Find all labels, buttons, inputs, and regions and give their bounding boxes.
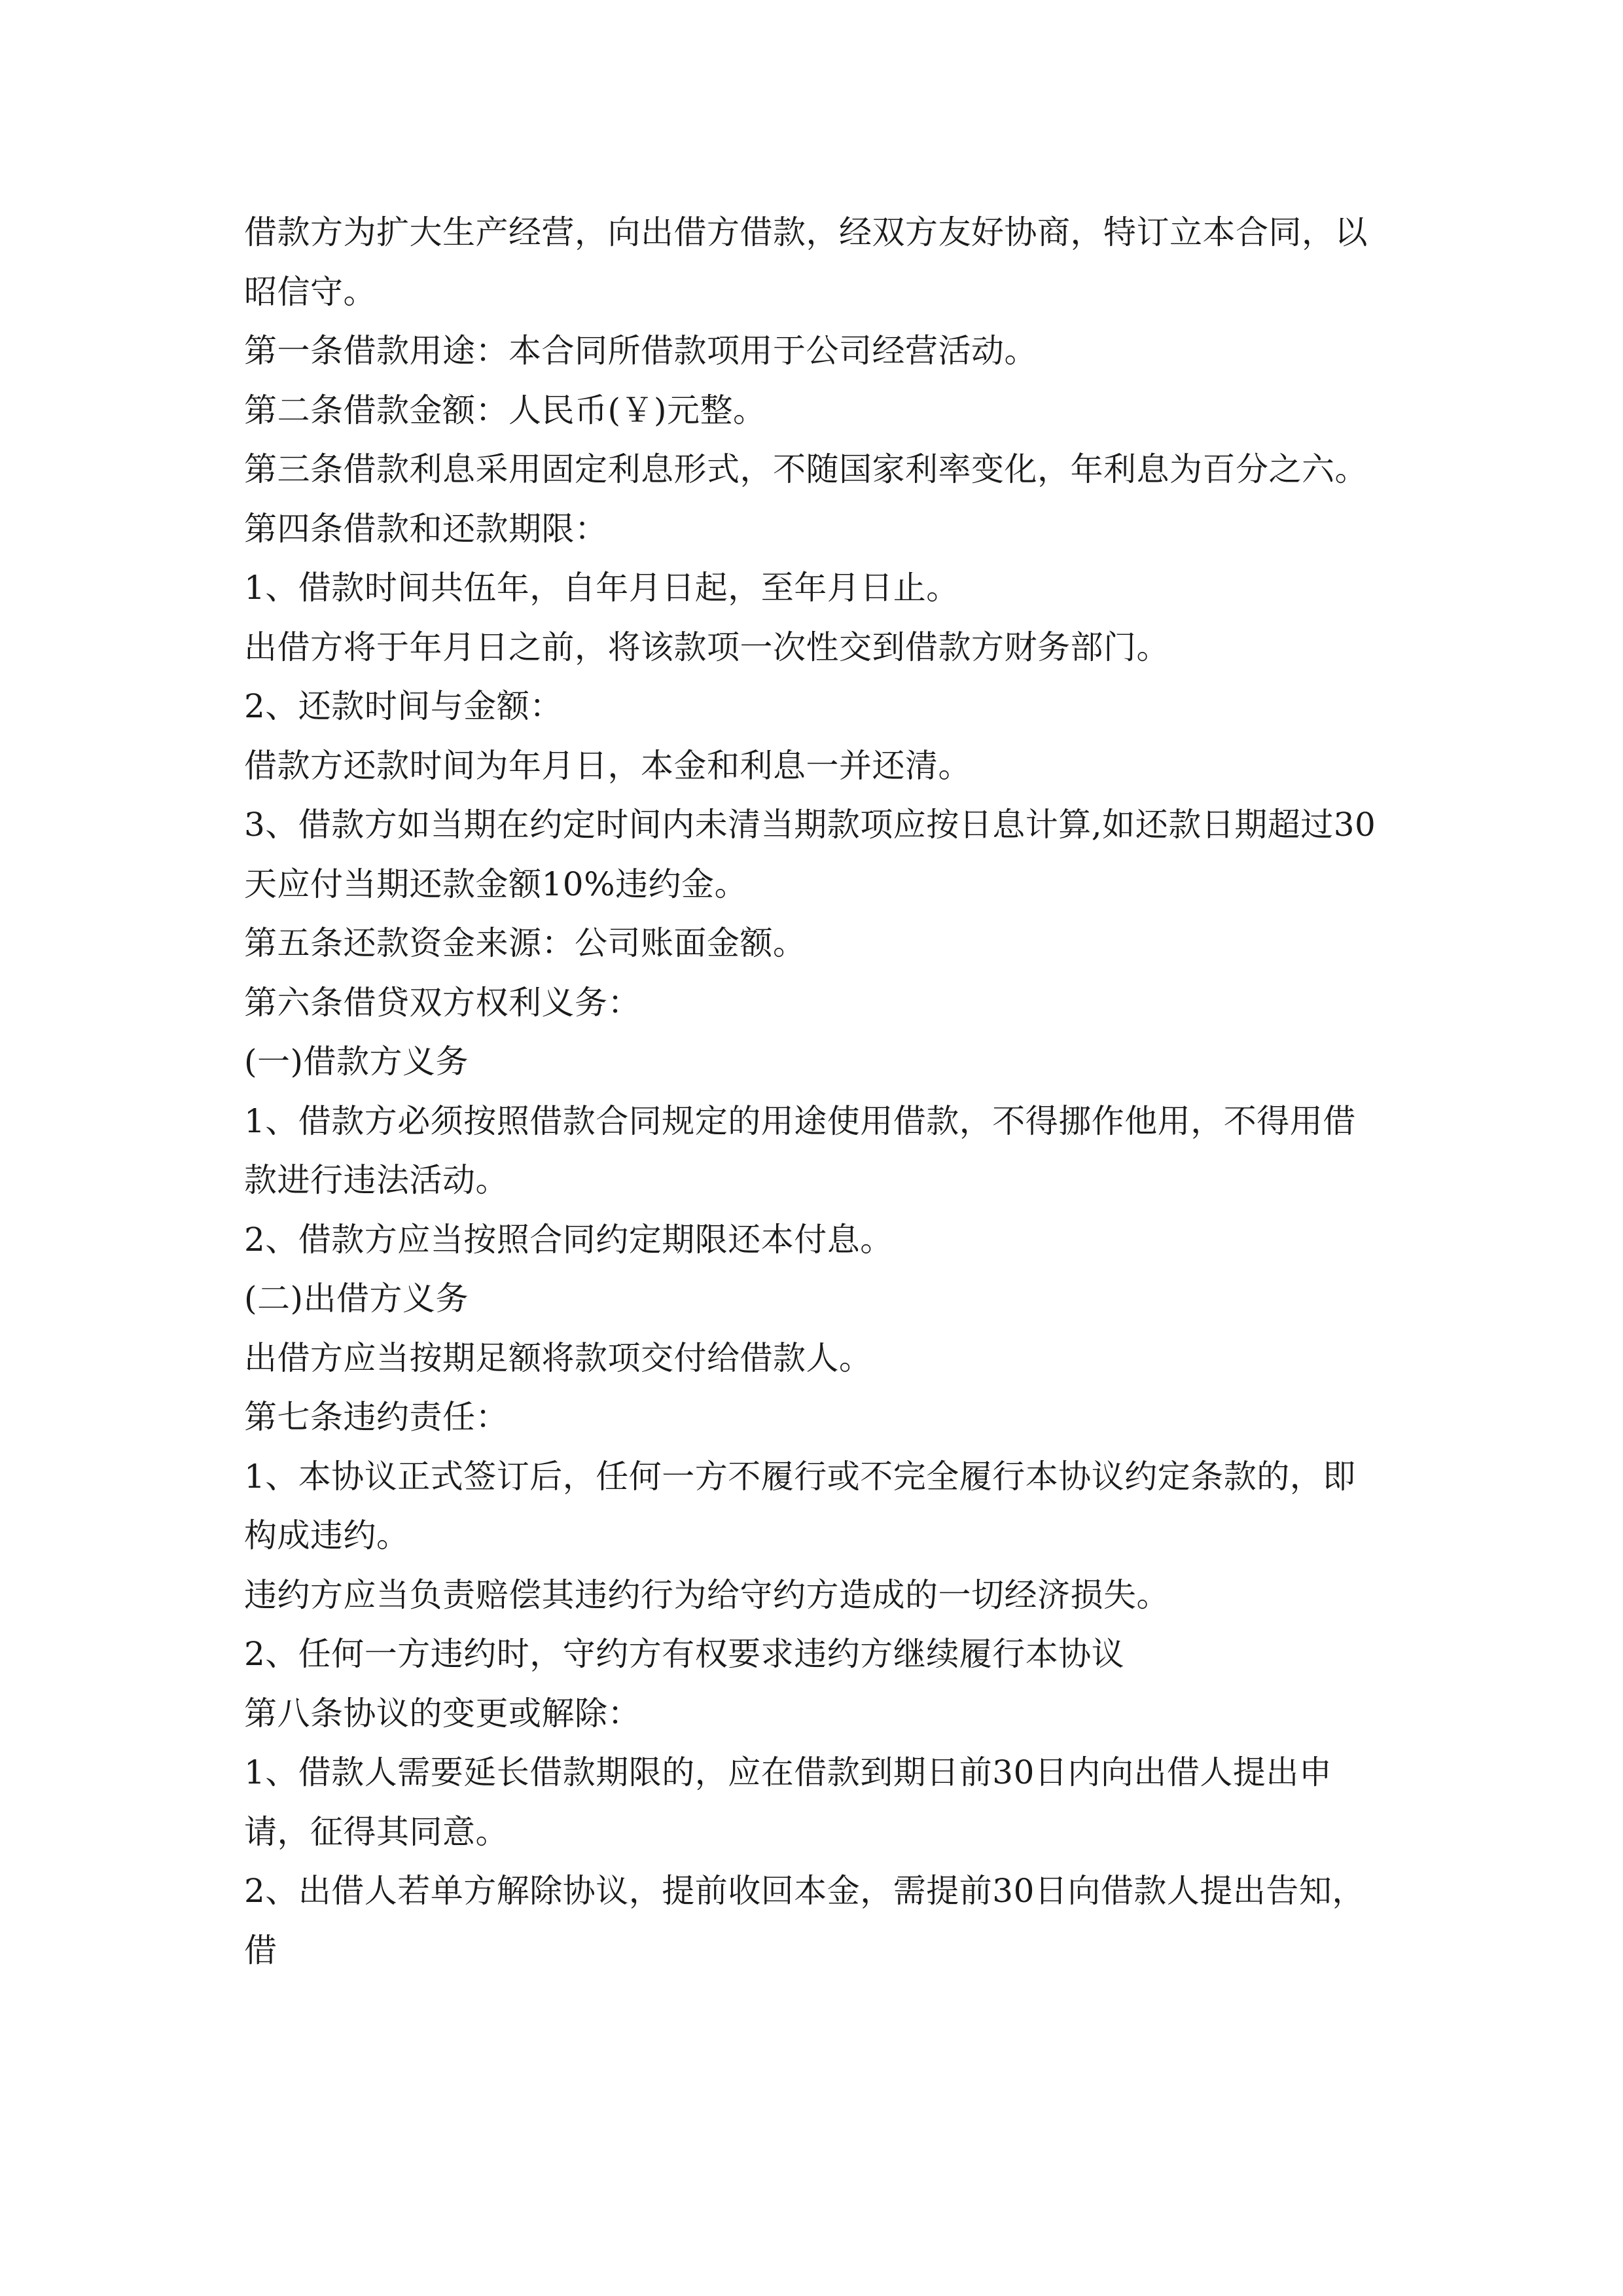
paragraph-article-8-item-1: 1、借款人需要延长借款期限的，应在借款到期日前30日内向出借人提出申请，征得其同意。: [244, 1753, 1332, 1851]
paragraph-article-4-repayment: 借款方还款时间为年月日，本金和利息一并还清。: [244, 746, 971, 785]
paragraph-article-6-heading: 第六条借贷双方权利义务：: [244, 983, 641, 1022]
paragraph-article-7-item-1: 1、本协议正式签订后，任何一方不履行或不完全履行本协议约定条款的，即构成违约。: [244, 1457, 1356, 1554]
paragraph-article-4-item-3: 3、借款方如当期在约定时间内未清当期款项应按日息计算,如还款日期超过30天应付当期还款金额10%违约金。: [244, 806, 1376, 903]
paragraph-article-7-compensation: 违约方应当负责赔偿其违约行为给守约方造成的一切经济损失。: [244, 1575, 1169, 1614]
paragraph-article-6-borrower-item-1: 1、借款方必须按照借款合同规定的用途使用借款，不得挪作他用，不得用借款进行违法活动。: [244, 1102, 1356, 1199]
paragraph-article-1: 第一条借款用途：本合同所借款项用于公司经营活动。: [244, 332, 1037, 370]
paragraph-article-2: 第二条借款金额：人民币(￥)元整。: [244, 391, 766, 429]
paragraph-article-6-lender-item: 出借方应当按期足额将款项交付给借款人。: [244, 1338, 872, 1377]
paragraph-article-7-item-2: 2、任何一方违约时，守约方有权要求违约方继续履行本协议: [244, 1635, 1125, 1673]
paragraph-article-7-heading: 第七条违约责任：: [244, 1398, 508, 1436]
paragraph-article-4-heading: 第四条借款和还款期限：: [244, 509, 608, 548]
paragraph-article-4-item-2: 2、还款时间与金额：: [244, 687, 563, 725]
paragraph-article-8-item-2: 2、出借人若单方解除协议，提前收回本金，需提前30日向借款人提出告知，借: [244, 1872, 1365, 1969]
paragraph-article-4-item-1: 1、借款时间共伍年，自年月日起，至年月日止。: [244, 569, 959, 607]
paragraph-article-5: 第五条还款资金来源：公司账面金额。: [244, 924, 806, 962]
paragraph-preamble: 借款方为扩大生产经营，向出借方借款，经双方友好协商，特订立本合同，以昭信守。: [244, 213, 1368, 311]
paragraph-article-6-lender-heading: (二)出借方义务: [244, 1280, 469, 1318]
paragraph-article-8-heading: 第八条协议的变更或解除：: [244, 1694, 641, 1732]
paragraph-article-6-borrower-item-2: 2、借款方应当按照合同约定期限还本付息。: [244, 1220, 893, 1259]
paragraph-article-3: 第三条借款利息采用固定利息形式，不随国家利率变化，年利息为百分之六。: [244, 450, 1368, 488]
paragraph-article-4-lender-delivery: 出借方将于年月日之前，将该款项一次性交到借款方财务部门。: [244, 628, 1169, 666]
paragraph-article-6-borrower-heading: (一)借款方义务: [244, 1043, 469, 1081]
document-body: [244, 203, 1383, 1980]
